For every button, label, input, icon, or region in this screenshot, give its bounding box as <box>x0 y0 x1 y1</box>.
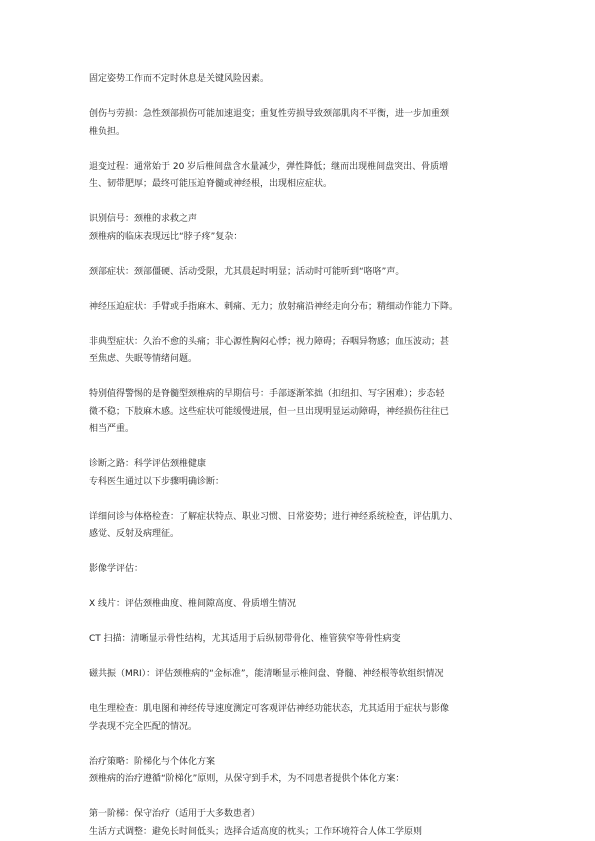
text-line: 影像学评估： <box>89 564 144 574</box>
paragraph-mri <box>89 666 519 684</box>
paragraph-imaging-heading <box>89 561 519 579</box>
text-line: 非典型症状：久治不愈的头痛；非心源性胸闷心悸；视力障碍；吞咽异物感；血压波动；甚 <box>89 336 450 347</box>
text-line: 第一阶梯：保守治疗（适用于大多数患者） <box>89 809 261 819</box>
paragraph-neck-symptoms <box>89 264 519 282</box>
document-body <box>89 71 519 841</box>
heading-line: 识别信号：颈椎的求救之声 <box>89 214 198 224</box>
paragraph-ct <box>89 631 519 649</box>
text-line: 生活方式调整：避免长时间低头；选择合适高度的枕头；工作环境符合人体工学原则 <box>89 826 423 837</box>
paragraph-degeneration <box>89 159 519 194</box>
text-line: CT 扫描：清晰显示骨性结构，尤其适用于后纵韧带骨化、椎管狭窄等骨性病变 <box>89 634 401 644</box>
text-line: X 线片：评估颈椎曲度、椎间隙高度、骨质增生情况 <box>89 599 297 609</box>
paragraph-nerve-symptoms <box>89 299 519 317</box>
heading-line: 治疗策略：阶梯化与个体化方案 <box>89 756 216 767</box>
text-line: 颈椎病的临床表现远比“脖子疼”复杂： <box>89 231 243 242</box>
text-line: 固定姿势工作而不定时休息是关键风险因素。 <box>89 74 270 84</box>
text-line: 颈部症状：颈部僵硬、活动受限，尤其晨起时明显；活动时可能听到“咯咯”声。 <box>89 266 405 277</box>
paragraph-trauma-strain <box>89 106 519 141</box>
text-line: 电生理检查：肌电图和神经传导速度测定可客观评估神经功能状态，尤其适用于症状与影像 <box>89 704 450 714</box>
heading-line: 诊断之路：科学评估颈椎健康 <box>89 459 207 469</box>
paragraph-atypical-symptoms <box>89 334 519 369</box>
paragraph-electrophysiology <box>89 701 519 736</box>
text-line: 至焦虑、失眠等情绪问题。 <box>89 354 198 364</box>
section-heading-treatment <box>89 754 519 789</box>
text-line: 相当严重。 <box>89 424 135 434</box>
paragraph-first-tier <box>89 806 519 841</box>
text-line: 生、韧带肥厚；最终可能压迫脊髓或神经根，出现相应症状。 <box>89 179 333 189</box>
text-line: 退变过程：通常始于 20 岁后椎间盘含水量减少，弹性降低；继而出现椎间盘突出、骨质增 <box>89 161 449 172</box>
text-line: 学表现不完全匹配的情况。 <box>89 721 198 732</box>
text-line: 感觉、反射及病理征。 <box>89 529 180 539</box>
paragraph-history-exam <box>89 509 519 544</box>
paragraph-risk-factor <box>89 71 519 89</box>
text-line: 专科医生通过以下步骤明确诊断： <box>89 476 225 487</box>
section-heading-diagnosis <box>89 456 519 491</box>
text-line: 椎负担。 <box>89 126 126 137</box>
text-line: 神经压迫症状：手臂或手指麻木、刺痛、无力；放射痛沿神经走向分布；精细动作能力下降。 <box>89 301 459 312</box>
text-line: 详细问诊与体格检查：了解症状特点、职业习惯、日常姿势；进行神经系统检查，评估肌力、 <box>89 511 459 522</box>
text-line: 特别值得警惕的是脊髓型颈椎病的早期信号：手部逐渐笨拙（扣纽扣、写字困难）；步态轻 <box>89 389 445 399</box>
text-line: 微不稳；下肢麻木感。这些症状可能缓慢进展，但一旦出现明显运动障碍，神经损伤往往已 <box>89 406 450 417</box>
text-line: 颈椎病的治疗遵循“阶梯化”原则，从保守到手术，为不同患者提供个体化方案： <box>89 774 405 784</box>
paragraph-xray <box>89 596 519 614</box>
text-line: 磁共振（MRI）：评估颈椎病的“金标准”，能清晰显示椎间盘、脊髓、神经根等软组织情况 <box>89 669 444 679</box>
paragraph-myelopathy-warning <box>89 386 519 439</box>
section-heading-signals <box>89 211 519 246</box>
text-line: 创伤与劳损：急性颈部损伤可能加速退变；重复性劳损导致颈部肌肉不平衡，进一步加重颈 <box>89 109 450 119</box>
